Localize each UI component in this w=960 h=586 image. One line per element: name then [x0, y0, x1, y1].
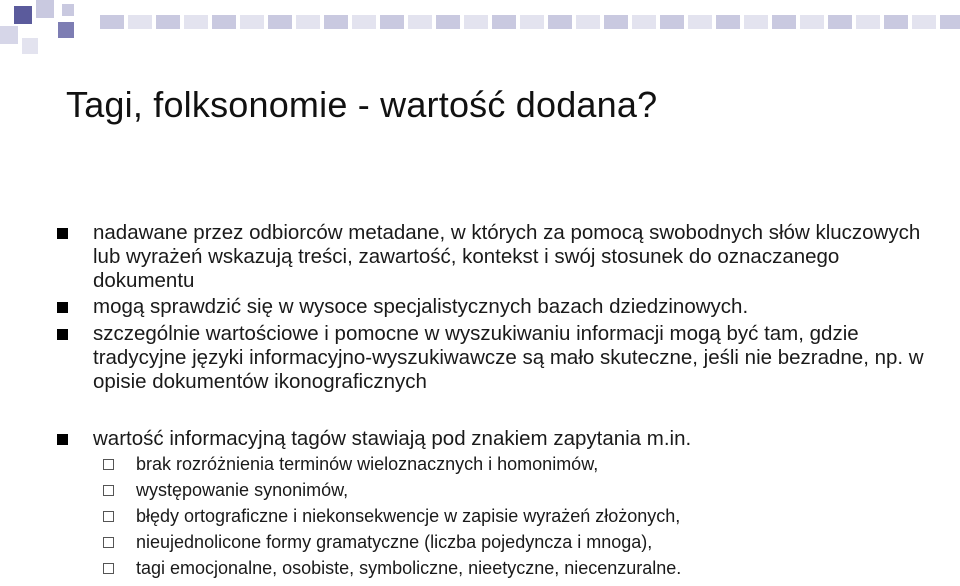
header-decoration	[0, 0, 960, 62]
deco-stripe-cell	[912, 15, 936, 29]
deco-square-light	[62, 4, 74, 16]
square-bullet-icon	[57, 228, 68, 239]
square-bullet-icon	[57, 302, 68, 313]
deco-stripe-cell	[436, 15, 460, 29]
deco-stripe	[100, 15, 960, 29]
sub-bullet-item	[93, 480, 930, 500]
deco-stripe-cell	[352, 15, 376, 29]
deco-stripe-cell	[128, 15, 152, 29]
deco-stripe-cell	[464, 15, 488, 29]
sub-bullet-text: nieujednolicone formy gramatyczne (liczba pojedyncza i mnoga),	[136, 532, 653, 552]
hollow-square-bullet-icon	[103, 511, 114, 522]
sub-bullet-item	[93, 506, 930, 526]
deco-stripe-cell	[772, 15, 796, 29]
deco-stripe-cell	[828, 15, 852, 29]
hollow-square-bullet-icon	[103, 459, 114, 470]
bullet-text: nadawane przez odbiorców metadane, w których za pomocą swobodnych słów kluczowych lub wyrażeń wskazują treści, zawartość, kontekst i swój stosunek do oznaczanego dokumentu	[93, 221, 921, 292]
deco-stripe-cell	[884, 15, 908, 29]
deco-stripe-cell	[268, 15, 292, 29]
deco-stripe-cell	[660, 15, 684, 29]
deco-stripe-cell	[856, 15, 880, 29]
hollow-square-bullet-icon	[103, 537, 114, 548]
deco-stripe-cell	[576, 15, 600, 29]
deco-stripe-cell	[940, 15, 960, 29]
deco-stripe-cell	[632, 15, 656, 29]
sub-bullet-text: tagi emocjonalne, osobiste, symboliczne, nieetyczne, niecenzuralne.	[136, 558, 682, 578]
deco-stripe-cell	[184, 15, 208, 29]
deco-stripe-cell	[212, 15, 236, 29]
deco-stripe-cell	[548, 15, 572, 29]
slide-content	[50, 221, 930, 584]
deco-square-dark	[14, 6, 32, 24]
sub-bullet-text: błędy ortograficzne i niekonsekwencje w zapisie wyrażeń złożonych,	[136, 506, 681, 526]
bullet-item	[50, 427, 930, 451]
sub-bullet-item	[93, 558, 930, 578]
deco-stripe-cell	[296, 15, 320, 29]
slide-title: Tagi, folksonomie - wartość dodana?	[66, 84, 658, 125]
deco-stripe-cell	[520, 15, 544, 29]
deco-stripe-cell	[800, 15, 824, 29]
hollow-square-bullet-icon	[103, 485, 114, 496]
deco-square-light	[36, 0, 54, 18]
bullet-item	[50, 295, 930, 319]
hollow-square-bullet-icon	[103, 563, 114, 574]
square-bullet-icon	[57, 329, 68, 340]
deco-stripe-cell	[492, 15, 516, 29]
square-bullet-icon	[57, 434, 68, 445]
deco-stripe-cell	[408, 15, 432, 29]
bullet-item	[50, 322, 930, 394]
bullet-text: wartość informacyjną tagów stawiają pod znakiem zapytania m.in.	[93, 427, 692, 450]
deco-stripe-cell	[240, 15, 264, 29]
sub-bullet-item	[93, 454, 930, 474]
bullet-text: szczególnie wartościowe i pomocne w wyszukiwaniu informacji mogą być tam, gdzie tradycyjne języki informacyjno-wyszukiwawcze są mało skuteczne, jeśli nie bezradne, np. w opisie dokumentów ikonograficznych	[93, 322, 924, 393]
deco-stripe-cell	[744, 15, 768, 29]
sub-bullet-text: występowanie synonimów,	[136, 480, 349, 500]
deco-stripe-cell	[100, 15, 124, 29]
sub-bullet-item	[93, 532, 930, 552]
deco-stripe-cell	[604, 15, 628, 29]
deco-square-light	[22, 38, 38, 54]
deco-stripe-cell	[324, 15, 348, 29]
bullet-item	[50, 221, 930, 293]
deco-square-light	[0, 26, 18, 44]
deco-stripe-cell	[380, 15, 404, 29]
sub-bullet-text: brak rozróżnienia terminów wieloznacznych i homonimów,	[136, 454, 599, 474]
deco-stripe-cell	[716, 15, 740, 29]
deco-stripe-cell	[156, 15, 180, 29]
deco-square-dark	[58, 22, 74, 38]
bullet-text: mogą sprawdzić się w wysoce specjalistycznych bazach dziedzinowych.	[93, 295, 749, 318]
sub-bullet-list	[50, 454, 930, 578]
deco-stripe-cell	[688, 15, 712, 29]
